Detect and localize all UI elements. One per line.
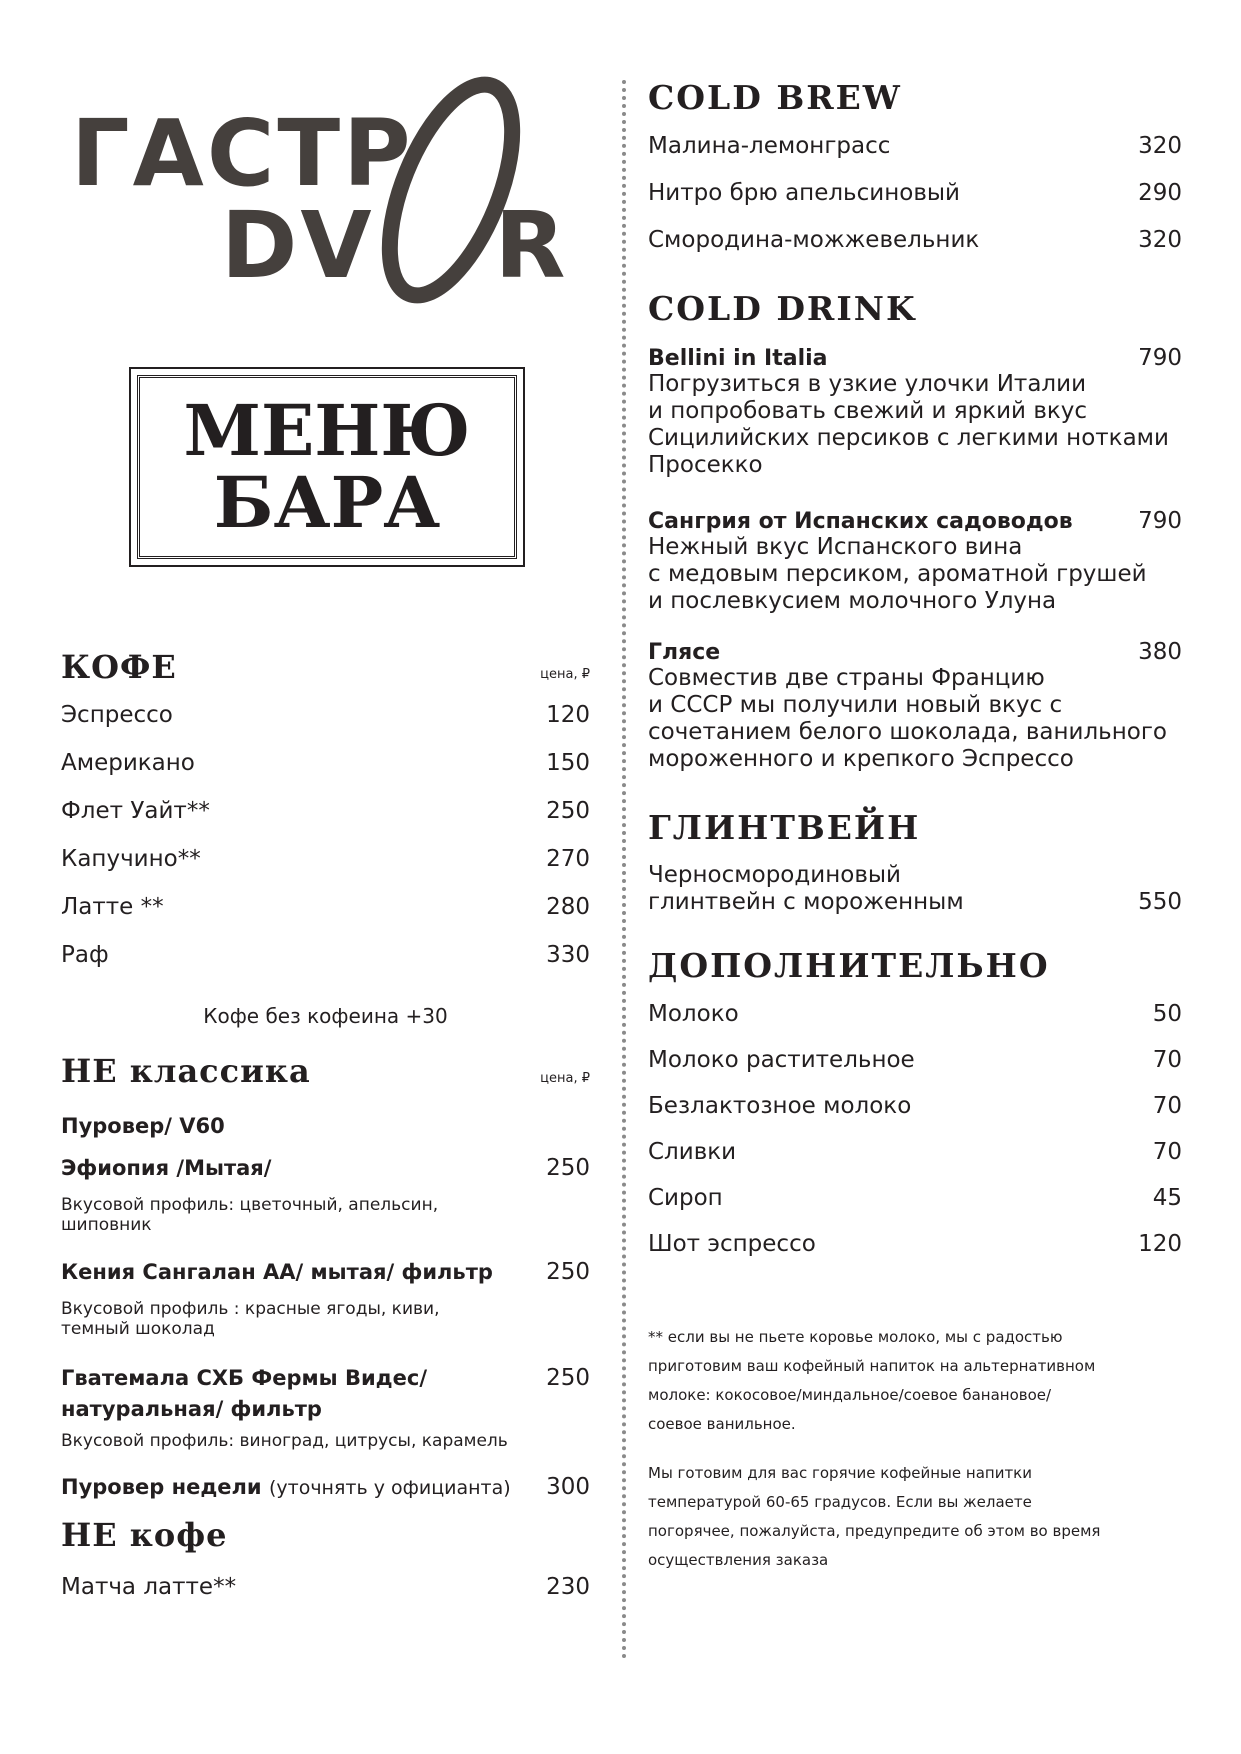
item-desc-line: Совместив две страны Францию <box>648 665 1045 691</box>
item-profile: Вкусовой профиль: виноград, цитрусы, карамель <box>61 1431 508 1451</box>
item-price: 45 <box>1152 1185 1182 1211</box>
item-price: 320 <box>1138 133 1182 159</box>
item-price: 50 <box>1152 1001 1182 1027</box>
item-price: 550 <box>1138 889 1182 915</box>
item-price: 270 <box>546 846 590 872</box>
left-column <box>61 0 590 1754</box>
item-profile: Вкусовой профиль : красные ягоды, киви, темный шоколад <box>61 1299 440 1339</box>
logo-text-dv: DV <box>221 192 375 299</box>
item-price: 250 <box>546 1155 590 1181</box>
item-name: Сангрия от Испанских садоводов <box>648 509 1073 534</box>
not-classic-header <box>61 1052 590 1090</box>
not-classic-title: НЕ классика <box>61 1052 311 1090</box>
mulled-wine-section <box>648 808 1182 847</box>
menu-item <box>61 942 590 990</box>
menu-item <box>61 1155 590 1235</box>
item-name: Молоко <box>648 1001 739 1027</box>
cold-brew-list <box>648 133 1182 274</box>
item-desc-line: и послевкусием молочного Улуна <box>648 588 1057 614</box>
weekly-pourover <box>61 1474 590 1500</box>
item-name: Глясе <box>648 640 721 665</box>
item-price: 320 <box>1138 227 1182 253</box>
item-desc-line: Просекко <box>648 452 763 478</box>
menu-item <box>61 750 590 798</box>
item-price: 70 <box>1152 1139 1182 1165</box>
menu-title-line2: БАРА <box>213 461 441 544</box>
menu-item <box>648 1231 1182 1277</box>
item-price: 790 <box>1138 345 1182 371</box>
cold-brew-title: COLD BREW <box>648 78 902 117</box>
menu-item <box>648 1001 1182 1047</box>
footnote-line: молоке: кокосовое/миндальное/соевое банановое/ <box>648 1386 1052 1404</box>
menu-item <box>61 846 590 894</box>
menu-item <box>648 1047 1182 1093</box>
item-name: Шот эспрессо <box>648 1231 816 1257</box>
item-price: 70 <box>1152 1093 1182 1119</box>
item-name-line2: глинтвейн с мороженным <box>648 889 964 915</box>
not-coffee-section <box>61 1516 590 1554</box>
menu-title-frame <box>129 367 525 567</box>
menu-item <box>61 1574 590 1600</box>
item-price: 250 <box>546 1365 590 1391</box>
item-desc-line: и СССР мы получили новый вкус с <box>648 692 1063 718</box>
item-price: 230 <box>546 1574 590 1600</box>
item-price: 300 <box>546 1474 590 1500</box>
item-price: 790 <box>1138 508 1182 534</box>
menu-item <box>648 639 1182 773</box>
pourover-subtitle <box>61 1114 590 1138</box>
decaf-note: Кофе без кофеина +30 <box>203 1004 448 1028</box>
logo-text-r: R <box>494 192 569 299</box>
item-name: Малина-лемонграсс <box>648 133 891 159</box>
coffee-price-unit: цена, ₽ <box>540 667 590 682</box>
item-desc-line: мороженного и крепкого Эспрессо <box>648 746 1074 772</box>
extras-section <box>648 946 1182 985</box>
item-price: 150 <box>546 750 590 776</box>
item-name: Латте ** <box>61 894 164 920</box>
logo-text-line1: ГАСТР <box>71 100 414 207</box>
coffee-section <box>61 648 590 688</box>
item-name: Сливки <box>648 1139 737 1165</box>
footnote-line: приготовим ваш кофейный напиток на альтернативном <box>648 1357 1096 1375</box>
menu-item <box>61 894 590 942</box>
menu-title-line1: МЕНЮ <box>183 389 471 472</box>
footnote-temperature <box>648 1459 1182 1575</box>
item-desc-line: Погрузиться в узкие улочки Италии <box>648 371 1087 397</box>
item-price: 290 <box>1138 180 1182 206</box>
cold-drink-section <box>648 289 1182 328</box>
footnote-line: соевое ванильное. <box>648 1415 796 1433</box>
item-name: Матча латте** <box>61 1574 237 1600</box>
footnote-line: осуществления заказа <box>648 1551 829 1569</box>
menu-item <box>648 180 1182 227</box>
logo-o-ring-icon <box>361 70 601 320</box>
item-name: Пуровер недели <box>61 1475 262 1499</box>
item-name: Раф <box>61 942 109 968</box>
item-price: 250 <box>546 798 590 824</box>
pourover-subtitle-text: Пуровер/ V60 <box>61 1114 225 1138</box>
item-price: 380 <box>1138 639 1182 665</box>
item-name: Нитро брю апельсиновый <box>648 180 960 206</box>
menu-item <box>648 862 1182 915</box>
menu-item <box>648 508 1182 615</box>
coffee-header <box>61 648 590 688</box>
menu-title-frame-inner <box>137 375 517 559</box>
menu-item <box>648 1185 1182 1231</box>
item-desc-line: Сицилийских персиков с легкими нотками <box>648 425 1169 451</box>
menu-item <box>61 1365 590 1451</box>
menu-item <box>648 1093 1182 1139</box>
extras-list <box>648 1001 1182 1277</box>
item-desc-line: и попробовать свежий и яркий вкус <box>648 398 1088 424</box>
item-price: 120 <box>1138 1231 1182 1257</box>
item-name: Молоко растительное <box>648 1047 915 1073</box>
item-price: 120 <box>546 702 590 728</box>
item-price: 70 <box>1152 1047 1182 1073</box>
not-classic-section <box>61 1052 590 1090</box>
item-name: Эфиопия /Мытая/ <box>61 1156 272 1180</box>
item-name: Эспрессо <box>61 702 173 728</box>
menu-item <box>61 798 590 846</box>
right-column <box>648 0 1182 1754</box>
mulled-wine-title: ГЛИНТВЕЙН <box>648 808 921 847</box>
footnote-line: погорячее, пожалуйста, предупредите об этом во время <box>648 1522 1101 1540</box>
item-desc-line: сочетанием белого шоколада, ванильного <box>648 719 1167 745</box>
item-name-line2: натуральная/ фильтр <box>61 1397 322 1421</box>
item-name: Кения Сангалан АА/ мытая/ фильтр <box>61 1260 493 1284</box>
column-divider <box>622 80 626 1660</box>
item-name-line1: Гватемала СХБ Фермы Видес/ <box>61 1366 427 1390</box>
footnote-line: ** если вы не пьете коровье молоко, мы с радостью <box>648 1328 1063 1346</box>
item-name: Bellini in Italia <box>648 346 828 371</box>
footnote-milk <box>648 1323 1182 1439</box>
menu-item <box>61 702 590 750</box>
item-price: 250 <box>546 1259 590 1285</box>
item-price: 330 <box>546 942 590 968</box>
coffee-title: КОФЕ <box>61 648 177 686</box>
item-profile: Вкусовой профиль: цветочный, апельсин, шиповник <box>61 1195 439 1235</box>
item-note: (уточнять у официанта) <box>268 1477 511 1499</box>
menu-item <box>648 133 1182 180</box>
item-price: 280 <box>546 894 590 920</box>
menu-item <box>648 345 1182 479</box>
item-name-line1: Черносмородиновый <box>648 862 901 888</box>
item-name: Смородина-можжевельник <box>648 227 980 253</box>
extras-title: ДОПОЛНИТЕЛЬНО <box>648 946 1050 985</box>
not-classic-price-unit: цена, ₽ <box>540 1071 590 1086</box>
cold-drink-title: COLD DRINK <box>648 289 917 328</box>
item-desc-line: Нежный вкус Испанского вина <box>648 534 1023 560</box>
gastrodvor-logo <box>61 70 601 320</box>
item-name: Капучино** <box>61 846 201 872</box>
item-name: Американо <box>61 750 195 776</box>
footnote-line: Мы готовим для вас горячие кофейные напитки <box>648 1464 1032 1482</box>
cold-brew-section <box>648 78 1182 117</box>
not-coffee-title: НЕ кофе <box>61 1516 228 1554</box>
coffee-list <box>61 702 590 990</box>
footnote-line: температурой 60-65 градусов. Если вы желаете <box>648 1493 1032 1511</box>
menu-item <box>61 1259 590 1339</box>
menu-item <box>648 227 1182 274</box>
item-name: Флет Уайт** <box>61 798 210 824</box>
item-name: Безлактозное молоко <box>648 1093 912 1119</box>
item-desc-line: с медовым персиком, ароматной грушей <box>648 561 1147 587</box>
item-name: Сироп <box>648 1185 723 1211</box>
menu-item <box>648 1139 1182 1185</box>
